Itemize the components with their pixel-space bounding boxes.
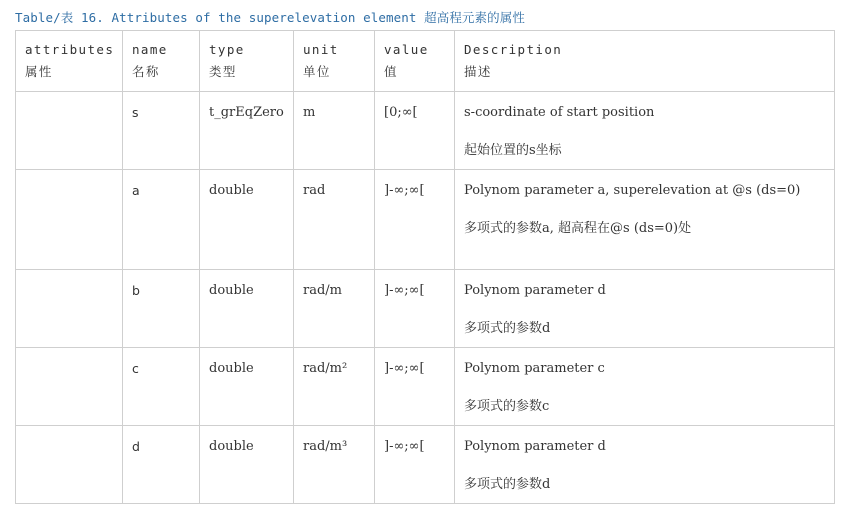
table-row (16, 426, 835, 504)
cell-description (455, 348, 835, 426)
cell-unit (294, 426, 375, 504)
name-value: c (132, 361, 139, 376)
header-unit-en: unit (303, 42, 339, 57)
table-caption: Table/表 16. Attributes of the superelevation element 超高程元素的属性 (15, 10, 525, 25)
table-row (16, 348, 835, 426)
cell-attributes (16, 270, 123, 348)
description-en: Polynom parameter a, superelevation at @s (ds=0) (464, 183, 801, 198)
header-value-cn: 值 (384, 64, 398, 79)
header-description (455, 31, 835, 92)
header-type-cn: 类型 (209, 64, 237, 79)
table-header-row (16, 31, 835, 92)
header-type-en: type (209, 42, 245, 57)
cell-name (123, 92, 200, 170)
header-description-en: Description (464, 42, 563, 57)
cell-description (455, 92, 835, 170)
header-name-en: name (132, 42, 168, 57)
header-value-en: value (384, 42, 429, 57)
cell-name (123, 426, 200, 504)
description-en: s-coordinate of start position (464, 105, 655, 120)
unit-value: m (303, 105, 316, 120)
unit-value: rad (303, 183, 326, 198)
description-cn: 多项式的参数d (464, 321, 551, 336)
cell-attributes (16, 92, 123, 170)
header-attributes-cn: 属性 (25, 64, 53, 79)
description-cn: 多项式的参数d (464, 477, 551, 492)
cell-unit (294, 170, 375, 270)
name-value: a (132, 183, 140, 198)
range-value: ]-∞;∞[ (384, 439, 425, 454)
header-description-cn: 描述 (464, 64, 492, 79)
header-unit-cn: 单位 (303, 64, 331, 79)
type-value: t_grEqZero (209, 105, 284, 120)
cell-unit (294, 270, 375, 348)
table-row (16, 170, 835, 270)
cell-type (200, 426, 294, 504)
table-row (16, 270, 835, 348)
description-en: Polynom parameter d (464, 283, 606, 298)
header-name-cn: 名称 (132, 64, 160, 79)
header-name (123, 31, 200, 92)
cell-attributes (16, 170, 123, 270)
unit-value: rad/m² (303, 361, 348, 376)
unit-value: rad/m (303, 283, 342, 298)
range-value: ]-∞;∞[ (384, 361, 425, 376)
cell-value (375, 270, 455, 348)
cell-value (375, 426, 455, 504)
cell-attributes (16, 426, 123, 504)
cell-attributes (16, 348, 123, 426)
description-cn: 起始位置的s坐标 (464, 143, 562, 158)
name-value: b (132, 283, 140, 298)
cell-name (123, 348, 200, 426)
type-value: double (209, 183, 254, 198)
unit-value: rad/m³ (303, 439, 348, 454)
range-value: ]-∞;∞[ (384, 183, 425, 198)
name-value: d (132, 439, 140, 454)
description-en: Polynom parameter d (464, 439, 606, 454)
cell-name (123, 170, 200, 270)
cell-description (455, 170, 835, 270)
attributes-table (15, 30, 835, 504)
name-value: s (132, 105, 139, 120)
cell-value (375, 92, 455, 170)
header-type (200, 31, 294, 92)
cell-value (375, 348, 455, 426)
description-cn: 多项式的参数c (464, 399, 550, 414)
header-unit (294, 31, 375, 92)
cell-type (200, 92, 294, 170)
cell-unit (294, 348, 375, 426)
range-value: [0;∞[ (384, 105, 418, 120)
cell-type (200, 270, 294, 348)
header-attributes (16, 31, 123, 92)
cell-description (455, 270, 835, 348)
cell-value (375, 170, 455, 270)
cell-name (123, 270, 200, 348)
range-value: ]-∞;∞[ (384, 283, 425, 298)
description-en: Polynom parameter c (464, 361, 605, 376)
cell-description (455, 426, 835, 504)
cell-type (200, 348, 294, 426)
cell-unit (294, 92, 375, 170)
type-value: double (209, 361, 254, 376)
table-row (16, 92, 835, 170)
cell-type (200, 170, 294, 270)
header-value (375, 31, 455, 92)
type-value: double (209, 283, 254, 298)
type-value: double (209, 439, 254, 454)
header-attributes-en: attributes (25, 42, 115, 57)
description-cn: 多项式的参数a, 超高程在@s (ds=0)处 (464, 221, 692, 236)
